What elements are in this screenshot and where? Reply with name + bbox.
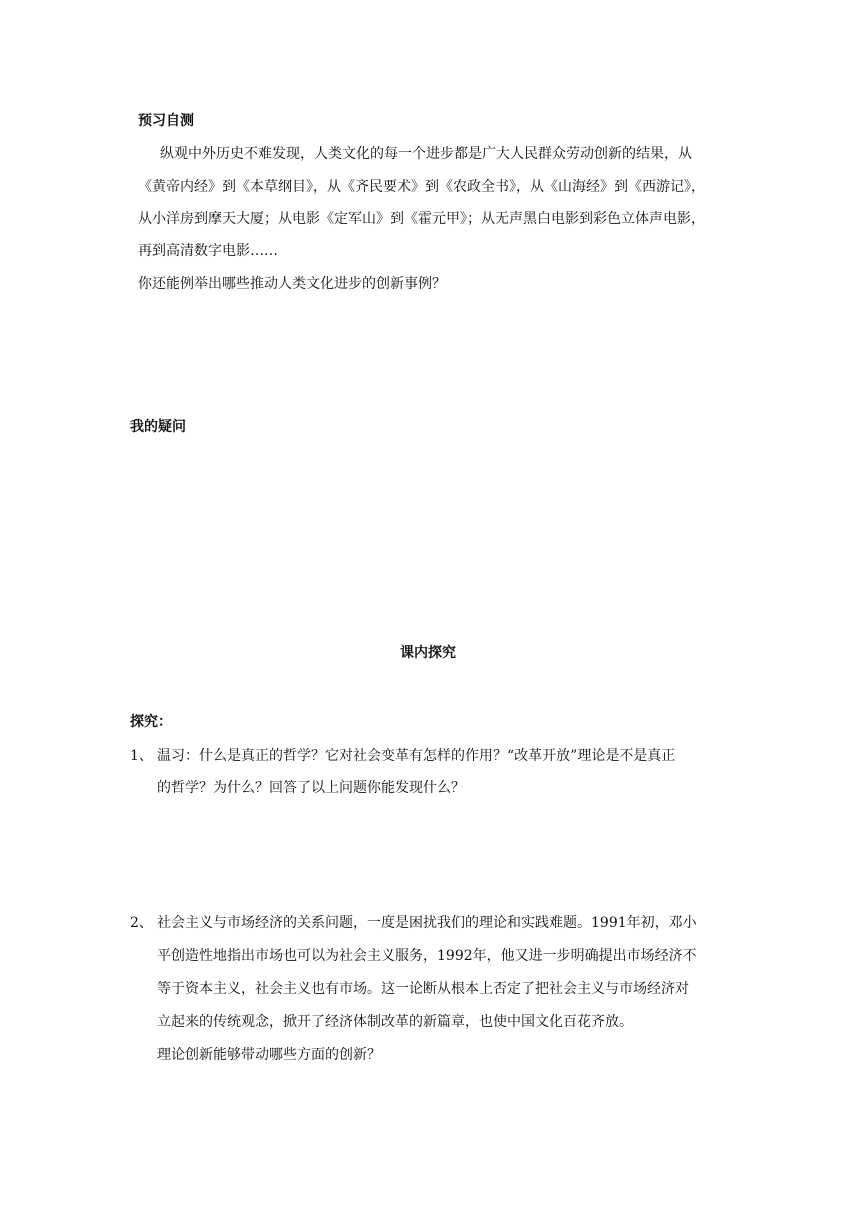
item-2-line-4: 立起来的传统观念，掀开了经济体制改革的新篇章，也使中国文化百花齐放。 [157,1014,633,1030]
item-2-number: 2、 [130,915,153,931]
preview-question: 你还能例举出哪些推动人类文化进步的创新事例？ [138,276,446,292]
item-2-line-2: 平创造性地指出市场也可以为社会主义服务，1992年，他又进一步明确提出市场经济不 [157,948,697,964]
item-1-number: 1、 [130,748,153,764]
inquiry-label: 探究： [130,714,172,730]
item-2-question: 理论创新能够带动哪些方面的创新？ [157,1047,381,1063]
item-1-line-2: 的哲学？为什么？回答了以上问题你能发现什么？ [157,780,465,796]
preview-line-3: 从小洋房到摩天大厦；从电影《定军山》到《霍元甲》；从无声黑白电影到彩色立体声电影， [138,211,705,227]
item-2-line-1: 社会主义与市场经济的关系问题，一度是困扰我们的理论和实践难题。1991年初，邓小 [157,915,697,931]
my-questions-heading: 我的疑问 [130,419,186,435]
item-1-line-1: 温习：什么是真正的哲学？它对社会变革有怎样的作用？“改革开放”理论是不是真正 [157,748,676,764]
inquiry-title: 课内探究 [400,645,456,661]
preview-line-1: 纵观中外历史不难发现，人类文化的每一个进步都是广大人民群众劳动创新的结果，从 [160,146,692,162]
preview-line-2: 《黄帝内经》到《本草纲目》，从《齐民要术》到《农政全书》，从《山海经》到《西游记》， [138,179,705,195]
preview-line-4: 再到高清数字电影…… [138,243,278,259]
item-2-line-3: 等于资本主义，社会主义也有市场。这一论断从根本上否定了把社会主义与市场经济对 [157,981,689,997]
preview-heading: 预习自测 [138,113,194,129]
